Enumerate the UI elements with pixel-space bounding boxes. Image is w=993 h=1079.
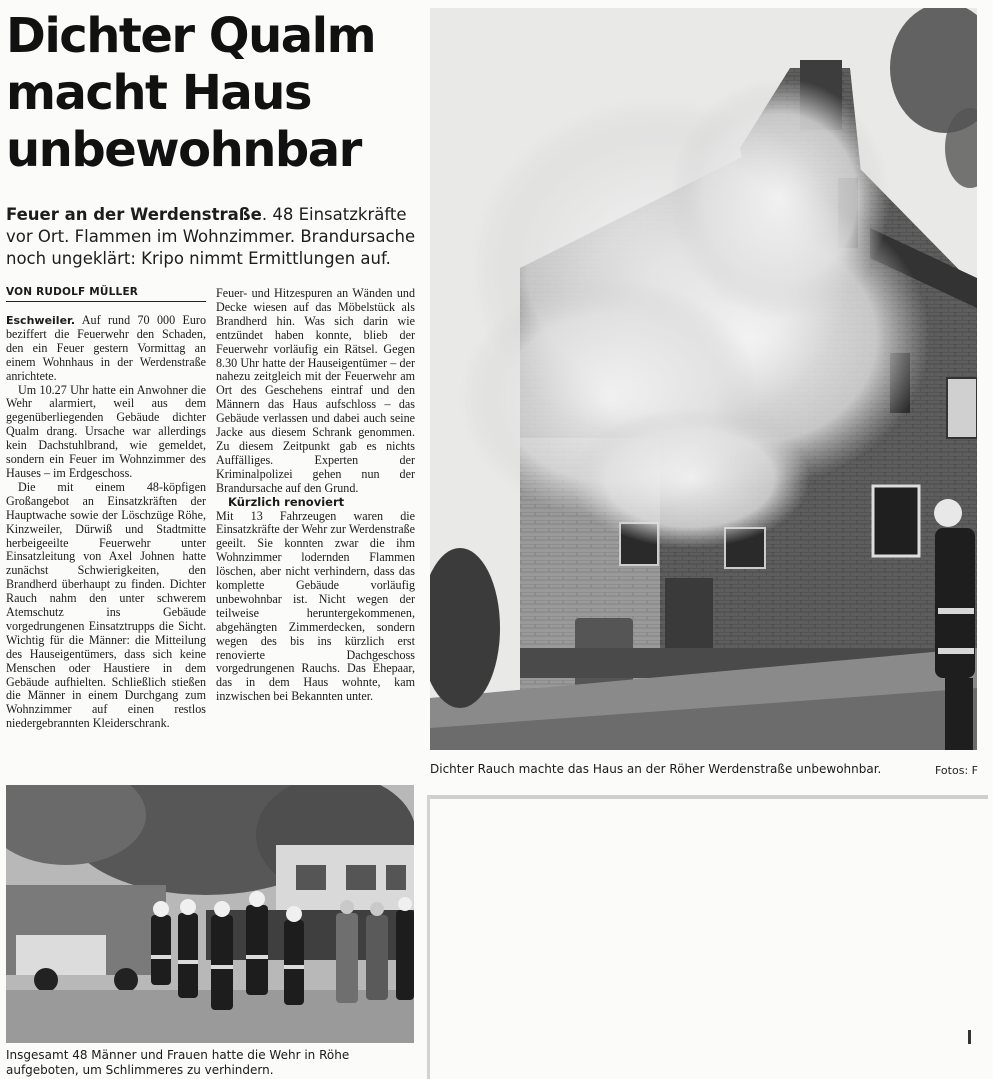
scan-mark [968, 1030, 971, 1044]
headline-line: Dichter Qualm [6, 8, 376, 64]
paragraph: Feuer- und Hitzespuren an Wänden und Decke wiesen auf das Möbelstück als Brandherd hin. Was sich darin wie entzündet haben konnte, blieb der Feuerwehr vorläufig ein Rätsel. Gegen 8.30 Uhr hatte der Hauseigentümer – der nahezu zeitgleich mit der Feuerwehr am Ort des Geschehens eintraf und den Männern das Haus aufschloss – das Gebäude verlassen und dabei auch seine Jacke aus diesem Schrank genommen. Zu diesem Zeitpunkt gab es nichts Auffälliges. Experten der Kriminalpolizei gehen nun der Brandursache auf den Grund. [216, 286, 415, 495]
paragraph [6, 314, 206, 384]
article-column-1 [6, 314, 206, 731]
subheading: Kürzlich renoviert [228, 494, 345, 509]
paragraph: Die mit einem 48-köpfigen Großangebot an Einsatzkräften der Hauptwache sowie der Löschzüge Röhe, Kinzweiler, Dürwiß und Stadtmitte herbeigeeilte Feuerwehr unter Einsatzleitung von Axel Johnen hatte zunächst Schwierigkeiten, den Brandherd überhaupt zu finden. Dichter Rauch nahm den unter schwerem Atemschutz ins Gebäude vorgedrungenen Einsatztrupps die Sicht. Wichtig für die Männer: die Mitteilung des Hauseigentümers, dass sich keine Menschen oder Haustiere in dem Gebäude aufhielten. Schließlich stießen die Männer in einem Durchgang zum Wohnzimmer auf einen restlos niedergebrannten Kleiderschrank. [6, 479, 206, 731]
paragraph-text: Auf rund 70 000 Euro beziffert die Feuerwehr den Schaden, den ein Feuer gestern Vormittag an einem Wohnhaus in der Werdenstraße anrichtete. [6, 313, 206, 383]
paragraph: Mit 13 Fahrzeugen waren die Einsatzkräfte der Wehr zur Werdenstraße geeilt. Sie konnten zwar die ihm Wohnzimmer lodernden Flammen löschen, aber nicht verhindern, dass das komplette Gebäude vorläufig unbewohnbar ist. Nicht wegen der teilweise heruntergekommenen, abgehängten Zimmerdecken, sondern wegen des bis ins kürzlich erst renovierte Dachgeschoss vorgedrungenen Rauchs. Das Ehepaar, das in dem Haus wohnte, kam inzwischen bei Bekannten unter. [216, 508, 415, 704]
deck-text: . 48 Einsatzkräfte vor Ort. Flammen im Wohnzimmer. Brandursache noch ungeklärt: Kripo nimmt Ermittlungen auf. [6, 205, 416, 268]
headline-line: macht Haus [6, 65, 311, 121]
headline-line: unbewohnbar [6, 122, 361, 178]
photo-credit: Fotos: F [935, 764, 978, 777]
divider-rule-vertical [427, 795, 430, 1079]
article-column-2 [216, 287, 415, 704]
headline [6, 8, 426, 179]
photo-house-fire [430, 8, 977, 750]
deck [6, 204, 418, 270]
deck-bold: Feuer an der Werdenstraße [6, 205, 262, 224]
dateline: Eschweiler. [6, 314, 76, 327]
photo-caption-main: Dichter Rauch machte das Haus an der Röher Werdenstraße unbewohnbar. [430, 762, 882, 776]
divider-rule [428, 795, 988, 799]
photo-caption-bottom: Insgesamt 48 Männer und Frauen hatte die Wehr in Röhe aufgeboten, um Schlimmeres zu verhindern. [6, 1048, 350, 1077]
byline: VON RUDOLF MÜLLER [6, 286, 206, 302]
paragraph: Um 10.27 Uhr hatte ein Anwohner die Wehr alarmiert, weil aus dem gegenüberliegenden Gebäude dichter Qualm drang. Ursache war allerdings kein Dachstuhlbrand, wie gemeldet, sondern ein Feuer im Wohnzimmer des Hauses – im Erdgeschoss. [6, 382, 206, 480]
photo-firefighters [6, 785, 414, 1043]
firefighters-illustration [6, 785, 414, 1043]
house-fire-illustration [430, 8, 977, 750]
